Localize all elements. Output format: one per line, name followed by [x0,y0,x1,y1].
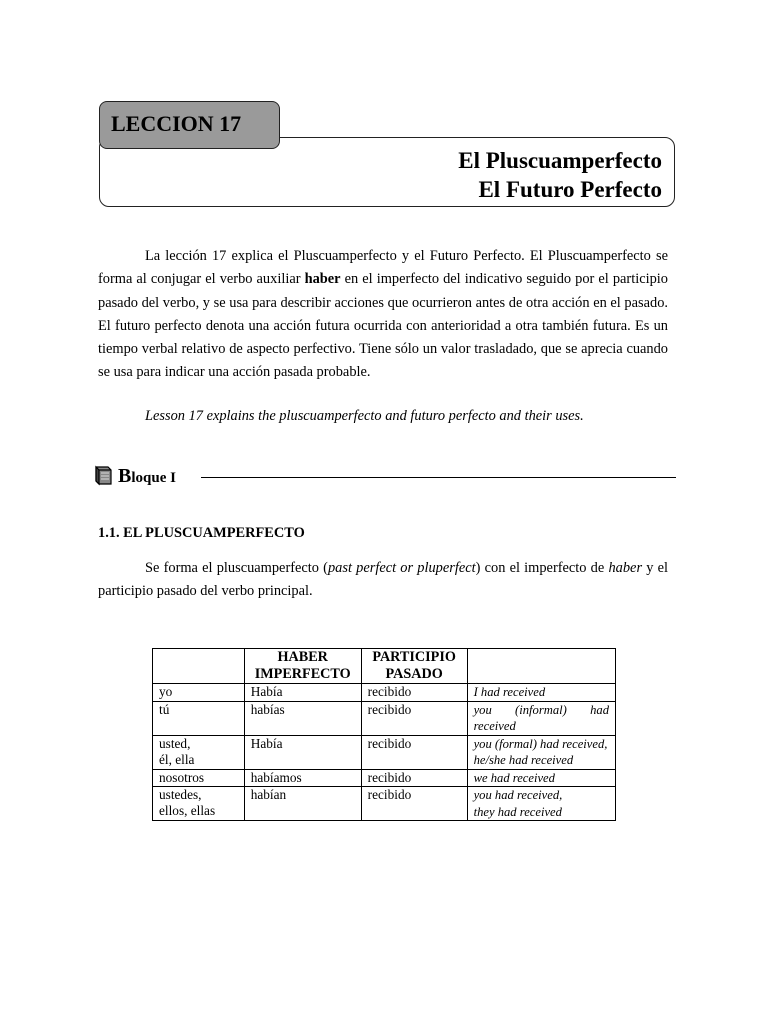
intro-text-1: La lección 17 explica el Pluscuamperfecto y el Futuro Perfecto. El Pluscuamperfecto se forma al conjugar el verbo auxiliar [98,248,668,288]
section-paragraph [98,557,668,604]
section-text-2: ) con el imperfecto de [475,560,609,576]
cell-subject: nosotros [153,769,245,787]
table-header-row [153,649,616,684]
table-header-cell: PARTICIPIO PASADO [361,649,467,684]
intro-text-2: en el imperfecto del indicativo seguido por el participio pasado del verbo, y se usa para describir acciones que ocurrieron antes de otra acción en el pasado. El futuro perfecto denota una acción futura ocurrida con anterioridad a otra también futura. Es un tiempo verbal relativo de aspecto perfectivo. Tiene sólo un valor trasladado, que se aprecia cuando se usa para indicar una acción pasada probable. [98,271,668,381]
table-row [153,684,616,702]
cell-haber: Había [244,735,361,769]
cell-participle: recibido [361,701,467,735]
cell-english: you (informal) had received [467,701,615,735]
cell-participle: recibido [361,684,467,702]
table-header-cell [467,649,615,684]
cell-haber: habías [244,701,361,735]
cell-subject: tú [153,701,245,735]
cell-english: you had received, they had received [467,787,615,821]
cell-participle: recibido [361,735,467,769]
cell-subject: yo [153,684,245,702]
cell-haber: Había [244,684,361,702]
cell-english: I had received [467,684,615,702]
table-header-cell: HABER IMPERFECTO [244,649,361,684]
page-title-line-1: El Pluscuamperfecto [458,148,662,173]
table-row [153,787,616,821]
bloque-rest: loque I [131,470,176,486]
cell-english: you (formal) had received, he/she had received [467,735,615,769]
cell-subject: usted, él, ella [153,735,245,769]
intro-english [98,405,668,428]
page-title-line-2: El Futuro Perfecto [478,177,662,202]
intro-english-text: Lesson 17 explains the pluscuamperfecto and futuro perfecto and their uses. [145,408,584,424]
conjugation-table [152,648,616,821]
table-row [153,701,616,735]
intro-bold-haber: haber [304,271,341,288]
table-row [153,735,616,769]
cell-haber: habíamos [244,769,361,787]
bloque-heading [118,463,176,491]
section-italic-2: haber [608,560,643,576]
cell-participle: recibido [361,787,467,821]
section-text-1: Se forma el pluscuamperfecto ( [145,560,328,576]
intro-paragraph [98,245,668,385]
lesson-tab: LECCION 17 [99,101,280,149]
bloque-initial: B [118,465,132,487]
section-title: 1.1. EL PLUSCUAMPERFECTO [98,525,305,541]
table-row [153,769,616,787]
table-header-cell [153,649,245,684]
cell-subject: ustedes, ellos, ellas [153,787,245,821]
section-text-3: y el participio pasado del verbo principal. [98,560,669,600]
cell-participle: recibido [361,769,467,787]
book-icon [91,463,115,487]
section-italic-1: past perfect or pluperfect [327,560,476,576]
cell-haber: habían [244,787,361,821]
bloque-divider [201,477,676,478]
cell-english: we had received [467,769,615,787]
